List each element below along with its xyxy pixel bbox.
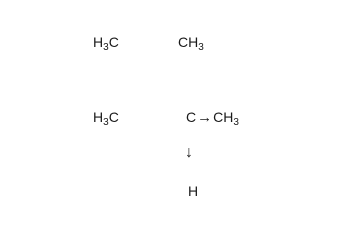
methyl-subscript: 3 [198, 42, 204, 53]
center-carbon-label: C [186, 109, 197, 125]
methyl-group-bottom-left [93, 109, 119, 128]
methyl-group-top-left [93, 34, 119, 53]
arrow-right-icon: → [197, 109, 213, 126]
methyl-c-label: C [108, 109, 119, 125]
hydrogen-atom-label: H [188, 183, 199, 199]
methyl-c-label: C [108, 34, 119, 50]
methyl-subscript: 3 [103, 42, 109, 53]
methyl-ch-label: CH [178, 34, 199, 50]
methyl-subscript: 3 [103, 117, 109, 128]
methyl-ch-label: CH [213, 109, 234, 125]
methyl-h-label: H [93, 34, 104, 50]
methyl-group-top-right [178, 34, 204, 53]
carbon-to-methyl-group [186, 109, 239, 126]
methyl-subscript: 3 [233, 117, 239, 128]
methyl-h-label: H [93, 109, 104, 125]
arrow-down-icon: ↓ [185, 144, 193, 161]
